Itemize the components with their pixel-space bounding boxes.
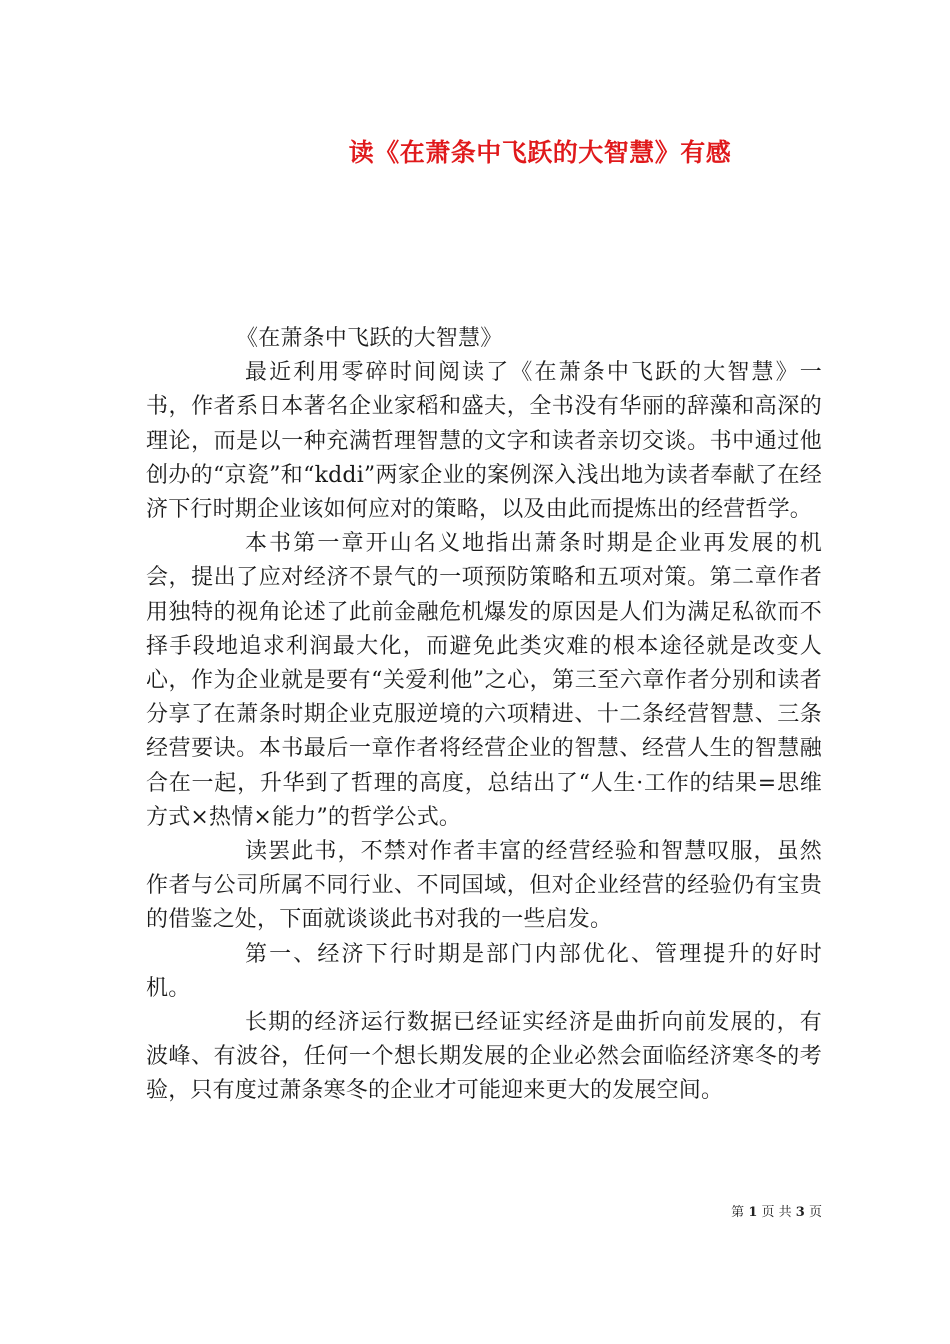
footer-middle: 页 共 [761, 1205, 792, 1220]
page-footer [0, 1201, 822, 1220]
document-title: 读《在萧条中飞跃的大智慧》有感 [348, 138, 732, 167]
paragraph-intro: 最近利用零碎时间阅读了《在萧条中飞跃的大智慧》一书，作者系日本著名企业家稻和盛夫，全书没有华丽的辞藻和高深的理论，而是以一种充满哲理智慧的文字和读者亲切交谈。书中通过他创办的“京瓷”和“kddi”两家企业的案例深入浅出地为读者奉献了在经济下行时期企业该如何应对的策略，以及由此而提炼出的经营哲学。 [146, 360, 822, 523]
footer-suffix: 页 [808, 1205, 822, 1220]
paragraph-point-one: 第一、经济下行时期是部门内部优化、管理提升的好时机。 [146, 941, 822, 1001]
footer-current-page: 1 [748, 1205, 758, 1220]
paragraph-summary: 本书第一章开山名义地指出萧条时期是企业再发展的机会，提出了应对经济不景气的一项预防策略和五项对策。第二章作者用独特的视角论述了此前金融危机爆发的原因是人们为满足私欲而不择手段地追求利润最大化，而避免此类灾难的根本途径就是改变人心，作为企业就是要有“关爱利他”之心，第三至六章作者分别和读者分享了在萧条时期企业克服逆境的六项精进、十二条经营智慧、三条经营要诀。本书最后一章作者将经营企业的智慧、经营人生的智慧融合在一起，升华到了哲理的高度，总结出了“人生·工作的结果=思维方式×热情×能力”的哲学公式。 [146, 531, 822, 830]
document-body [146, 322, 822, 1109]
paragraph-reflection: 读罢此书，不禁对作者丰富的经营经验和智慧叹服，虽然作者与公司所属不同行业、不同国域，但对企业经营的经验仍有宝贵的借鉴之处，下面就谈谈此书对我的一些启发。 [146, 839, 822, 933]
footer-prefix: 第 [731, 1205, 745, 1220]
footer-total-pages: 3 [795, 1205, 805, 1220]
paragraph-economy: 长期的经济运行数据已经证实经济是曲折向前发展的，有波峰、有波谷，任何一个想长期发展的企业必然会面临经济寒冬的考验，只有度过萧条寒冬的企业才可能迎来更大的发展空间。 [146, 1010, 822, 1104]
book-title-line: 《在萧条中飞跃的大智慧》 [236, 326, 503, 351]
